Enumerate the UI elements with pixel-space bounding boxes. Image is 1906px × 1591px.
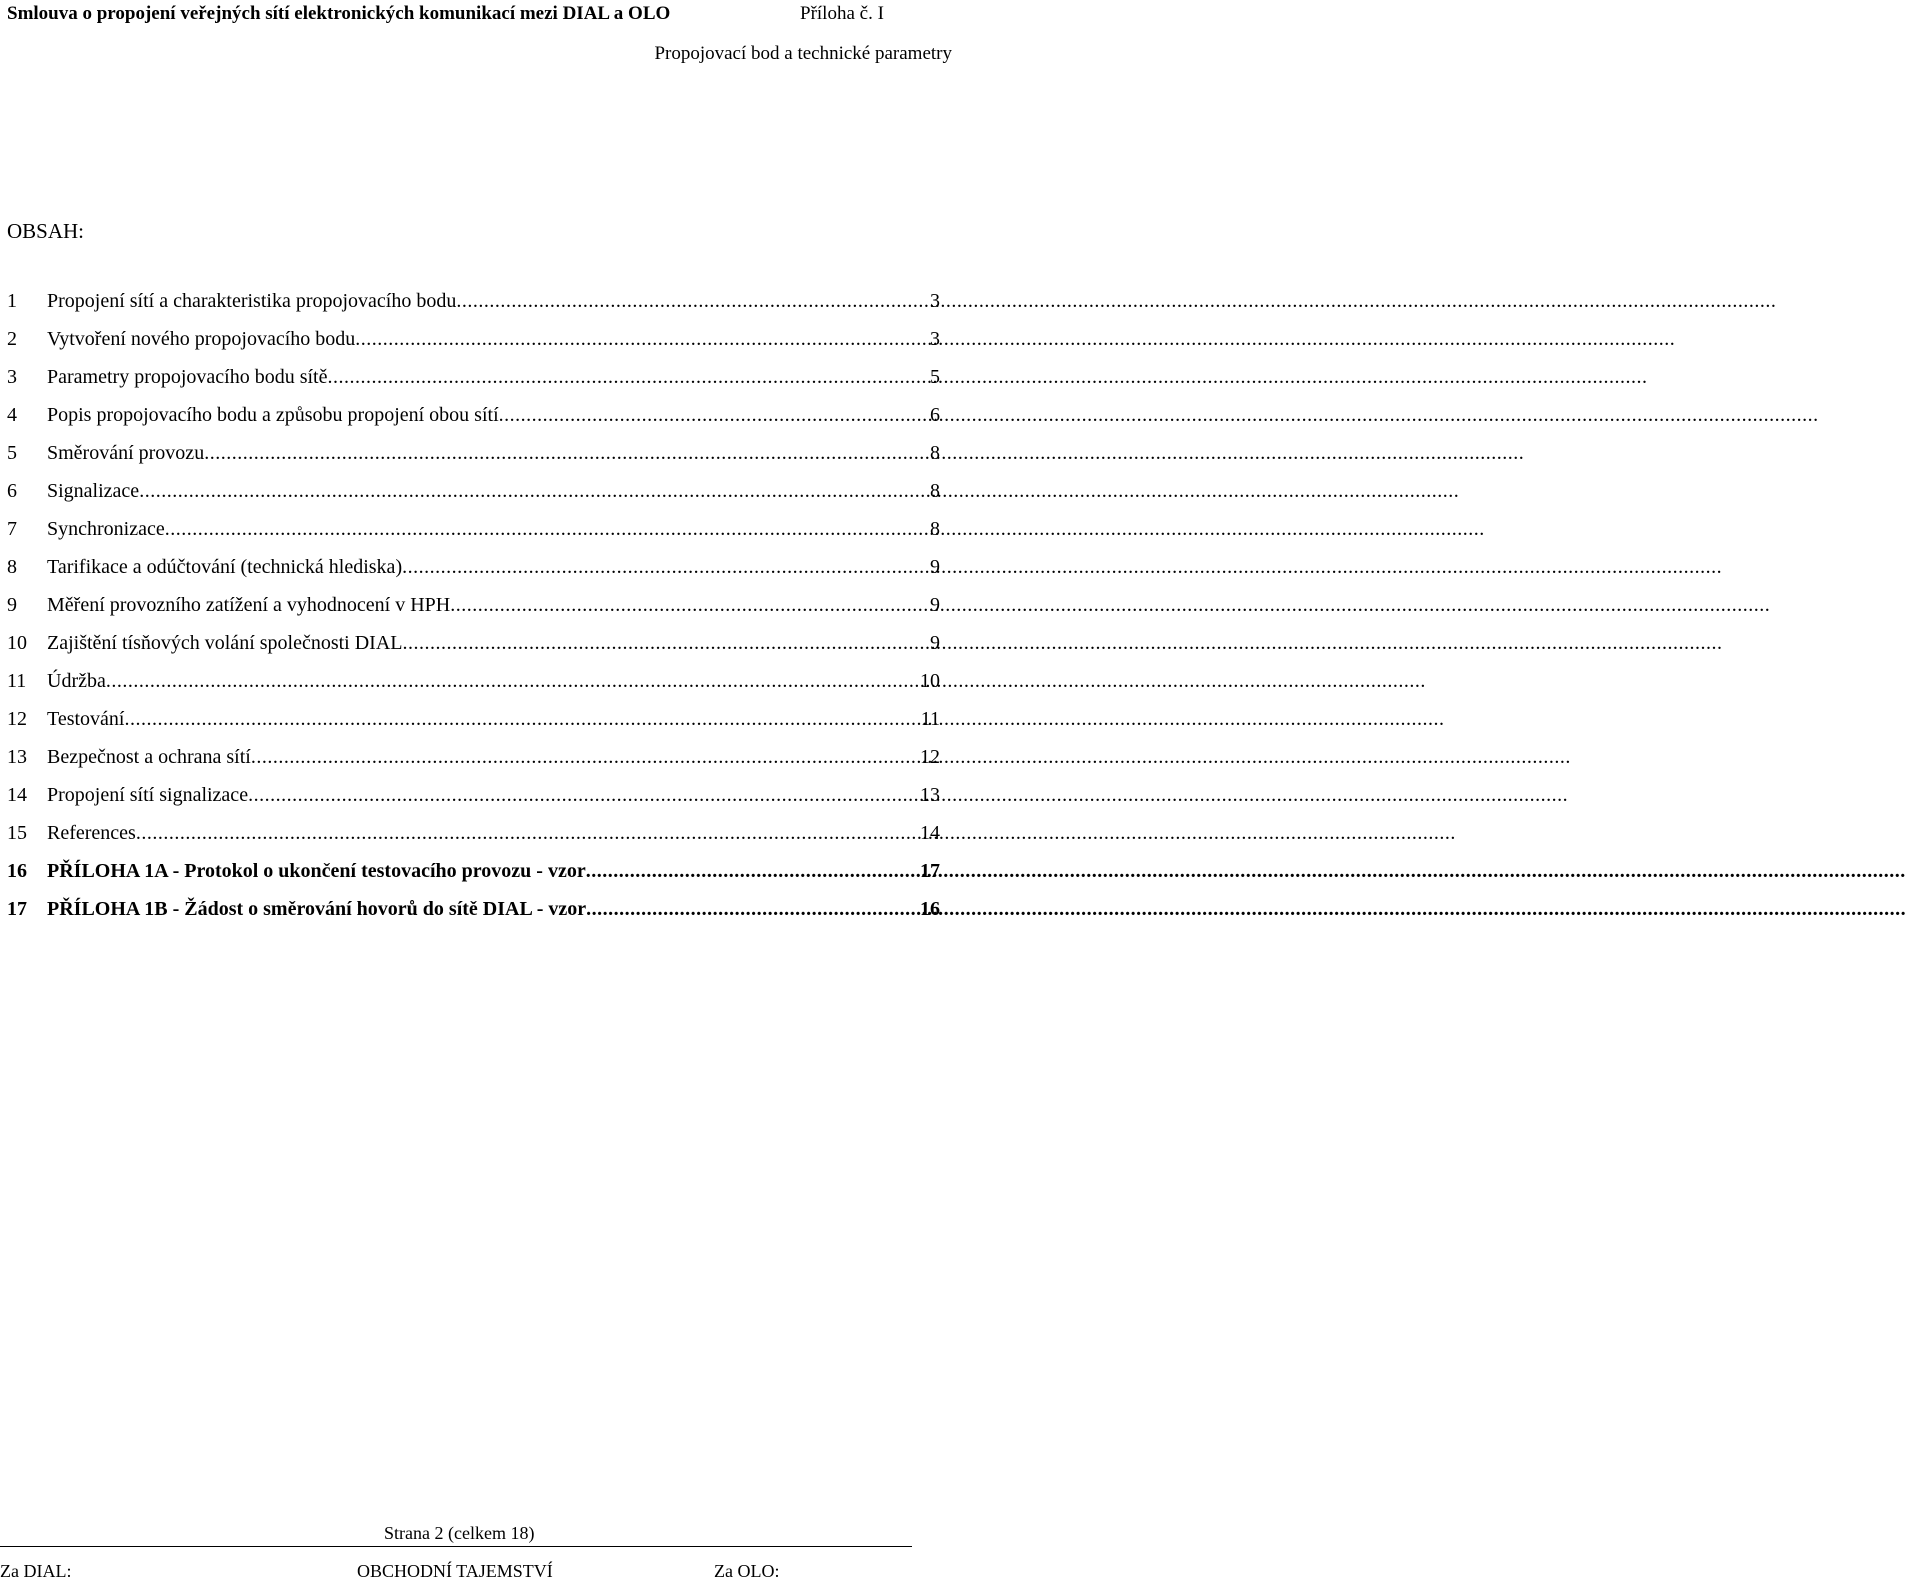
toc-entry-page: 5 — [930, 366, 940, 388]
toc-entry-title: Tarifikace a odúčtování (technická hlediska) — [47, 556, 403, 578]
toc-entry-page: 9 — [930, 632, 940, 654]
toc-entry-title: Propojení sítí a charakteristika propojovacího bodu — [47, 290, 457, 312]
toc-dot-leader — [139, 479, 927, 503]
toc-entry-page: 12 — [920, 746, 940, 768]
toc-entry-page: 3 — [930, 290, 940, 312]
toc-heading: OBSAH: — [7, 219, 85, 243]
toc-dot-leader — [248, 783, 917, 807]
toc-entry[interactable] — [0, 624, 940, 662]
toc-entry-title: Zajištění tísňových volání společnosti DIAL — [47, 632, 403, 654]
toc-entry-title: Bezpečnost a ochrana sítí — [47, 746, 251, 768]
toc-entry-title: Vytvoření nového propojovacího bodu — [47, 328, 356, 350]
toc-entry-number: 4 — [7, 404, 17, 426]
toc-entry-title: PŘÍLOHA 1A - Protokol o ukončení testovacího provozu - vzor — [47, 860, 586, 882]
toc-entry-page: 6 — [930, 404, 940, 426]
toc-entry-title: Parametry propojovacího bodu sítě — [47, 366, 328, 388]
toc-entry[interactable] — [0, 320, 940, 358]
toc-entry-number: 17 — [7, 898, 27, 920]
toc-entry-title: References — [47, 822, 136, 844]
toc-entry-page: 8 — [930, 480, 940, 502]
toc-dot-leader — [124, 707, 917, 731]
toc-entry[interactable] — [0, 662, 940, 700]
toc-entry-number: 6 — [7, 480, 17, 502]
toc-entry-number: 5 — [7, 442, 17, 464]
toc-dot-leader — [106, 669, 917, 693]
toc-dot-leader — [402, 555, 927, 579]
toc-entry-page: 11 — [920, 708, 940, 730]
toc-entry-page: 3 — [930, 328, 940, 350]
toc-entry-page: 16 — [920, 898, 940, 920]
toc-entry-page: 14 — [920, 822, 940, 844]
toc-entry[interactable] — [0, 776, 940, 814]
toc-entry-title: Propojení sítí signalizace — [47, 784, 249, 806]
toc-entry-number: 12 — [7, 708, 27, 730]
toc-entry-page: 17 — [920, 860, 940, 882]
toc-entry-title: Měření provozního zatížení a vyhodnocení v HPH — [47, 594, 451, 616]
toc-dot-leader — [328, 365, 928, 389]
footer-divider — [0, 1546, 912, 1547]
toc-entry-number: 11 — [7, 670, 27, 692]
toc-entry-title: Popis propojovacího bodu a způsobu propojení obou sítí — [47, 404, 499, 426]
toc-entry[interactable] — [0, 282, 940, 320]
toc-entry[interactable] — [0, 358, 940, 396]
toc-entry[interactable] — [0, 472, 940, 510]
toc-entry[interactable] — [0, 434, 940, 472]
toc-dot-leader — [499, 403, 927, 427]
toc-dot-leader — [251, 745, 917, 769]
toc-entry-number: 2 — [7, 328, 17, 350]
toc-dot-leader — [456, 289, 927, 313]
toc-entry[interactable] — [0, 738, 940, 776]
footer-confidentiality: OBCHODNÍ TAJEMSTVÍ — [357, 1561, 553, 1581]
toc-dot-leader — [450, 593, 927, 617]
toc-entry-number: 7 — [7, 518, 17, 540]
toc-entry-page: 8 — [930, 518, 940, 540]
toc-entry[interactable] — [0, 890, 940, 928]
toc-entry-title: Směrování provozu — [47, 442, 205, 464]
document-subtitle: Propojovací bod a technické parametry — [654, 43, 952, 64]
toc-dot-leader — [586, 859, 917, 883]
toc-entry[interactable] — [0, 396, 940, 434]
document-title: Smlouva o propojení veřejných sítí elektronických komunikací mezi DIAL a OLO — [7, 3, 671, 24]
toc-entry-title: Synchronizace — [47, 518, 165, 540]
toc-entry-number: 1 — [7, 290, 17, 312]
toc-dot-leader — [136, 821, 917, 845]
toc-entry-title: Signalizace — [47, 480, 140, 502]
toc-entry[interactable] — [0, 548, 940, 586]
toc-entry-number: 15 — [7, 822, 27, 844]
toc-entry[interactable] — [0, 852, 940, 890]
toc-entry-number: 13 — [7, 746, 27, 768]
toc-entry-page: 10 — [920, 670, 940, 692]
toc-entry-number: 3 — [7, 366, 17, 388]
toc-entry-number: 8 — [7, 556, 17, 578]
footer-signature-dial: Za DIAL: — [0, 1561, 72, 1581]
toc-entry-title: PŘÍLOHA 1B - Žádost o směrování hovorů do sítě DIAL - vzor — [47, 898, 587, 920]
footer-signature-olo: Za OLO: — [714, 1561, 780, 1581]
toc-entry-title: Údržba — [47, 670, 106, 692]
annex-label: Příloha č. I — [800, 3, 884, 24]
toc-entry[interactable] — [0, 586, 940, 624]
toc-entry-title: Testování — [47, 708, 125, 730]
toc-entry-number: 14 — [7, 784, 27, 806]
toc-entry-number: 16 — [7, 860, 27, 882]
toc-dot-leader — [165, 517, 927, 541]
toc-entry[interactable] — [0, 510, 940, 548]
toc-entry[interactable] — [0, 700, 940, 738]
table-of-contents — [0, 282, 940, 928]
toc-entry-number: 10 — [7, 632, 27, 654]
toc-dot-leader — [355, 327, 927, 351]
toc-dot-leader — [403, 631, 928, 655]
toc-dot-leader — [586, 897, 917, 921]
toc-entry-page: 8 — [930, 442, 940, 464]
toc-dot-leader — [204, 441, 927, 465]
page-number: Strana 2 (celkem 18) — [384, 1523, 535, 1543]
toc-entry-page: 9 — [930, 594, 940, 616]
toc-entry-page: 9 — [930, 556, 940, 578]
toc-entry[interactable] — [0, 814, 940, 852]
toc-entry-number: 9 — [7, 594, 17, 616]
toc-entry-page: 13 — [920, 784, 940, 806]
